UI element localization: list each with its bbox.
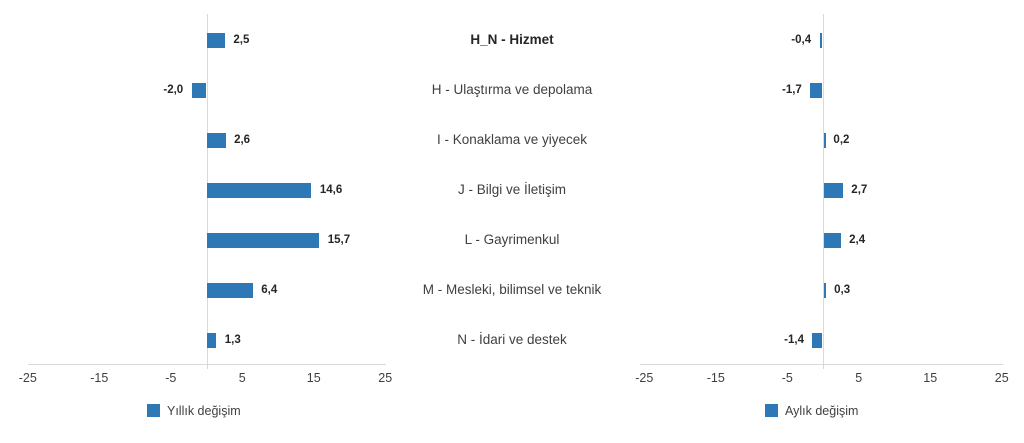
bar-annual	[207, 233, 319, 248]
bar-value-label: 2,7	[851, 184, 868, 196]
category-label: I - Konaklama ve yiyecek	[436, 132, 588, 147]
bar-value-label: 15,7	[327, 234, 351, 246]
category-label: M - Mesleki, bilimsel ve teknik	[422, 282, 602, 297]
x-axis-line-annual	[28, 364, 386, 365]
x-axis-line-monthly	[640, 364, 1003, 365]
legend-label-monthly: Aylık değişim	[785, 404, 859, 418]
bar-value-label: -1,4	[784, 334, 804, 346]
x-tick-label: 5	[855, 371, 863, 385]
x-tick-label: -25	[18, 371, 37, 385]
legend-swatch-monthly	[765, 404, 778, 417]
bar-value-label: 14,6	[319, 184, 343, 196]
bar-annual	[207, 283, 253, 298]
bar-value-label: 2,6	[234, 134, 251, 146]
bar-monthly	[810, 83, 822, 98]
bar-monthly	[824, 183, 843, 198]
category-label: J - Bilgi ve İletişim	[457, 182, 567, 197]
bar-annual	[207, 183, 311, 198]
x-tick-label: -15	[90, 371, 109, 385]
category-label: L - Gayrimenkul	[464, 232, 560, 247]
x-tick-label: -5	[165, 371, 177, 385]
x-tick-label: 25	[994, 371, 1009, 385]
bar-value-label: 2,4	[849, 234, 866, 246]
bar-monthly	[820, 33, 823, 48]
x-tick-label: 25	[378, 371, 393, 385]
bar-value-label: 2,5	[233, 34, 250, 46]
bar-monthly	[812, 333, 822, 348]
bar-value-label: 6,4	[261, 284, 278, 296]
bar-annual	[207, 133, 226, 148]
legend-label-annual: Yıllık değişim	[167, 404, 241, 418]
x-tick-label: -5	[781, 371, 793, 385]
bar-value-label: -0,4	[791, 34, 812, 46]
bar-annual	[192, 83, 206, 98]
bar-value-label: -1,7	[782, 84, 802, 96]
bar-value-label: 0,3	[834, 284, 851, 296]
category-label: N - İdari ve destek	[457, 332, 567, 347]
legend-swatch-annual	[147, 404, 160, 417]
x-tick-label: 15	[923, 371, 938, 385]
category-label: H - Ulaştırma ve depolama	[431, 82, 593, 97]
category-label: H_N - Hizmet	[470, 32, 554, 47]
bar-value-label: 0,2	[833, 134, 850, 146]
x-tick-label: 15	[306, 371, 321, 385]
x-tick-label: -25	[635, 371, 654, 385]
bar-monthly	[824, 283, 826, 298]
x-tick-label: 5	[238, 371, 246, 385]
bar-value-label: 1,3	[224, 334, 241, 346]
bar-annual	[207, 333, 216, 348]
x-tick-label: -15	[706, 371, 725, 385]
bar-annual	[207, 33, 225, 48]
bar-monthly	[824, 233, 841, 248]
bar-monthly	[824, 133, 826, 148]
bar-value-label: -2,0	[163, 84, 184, 96]
